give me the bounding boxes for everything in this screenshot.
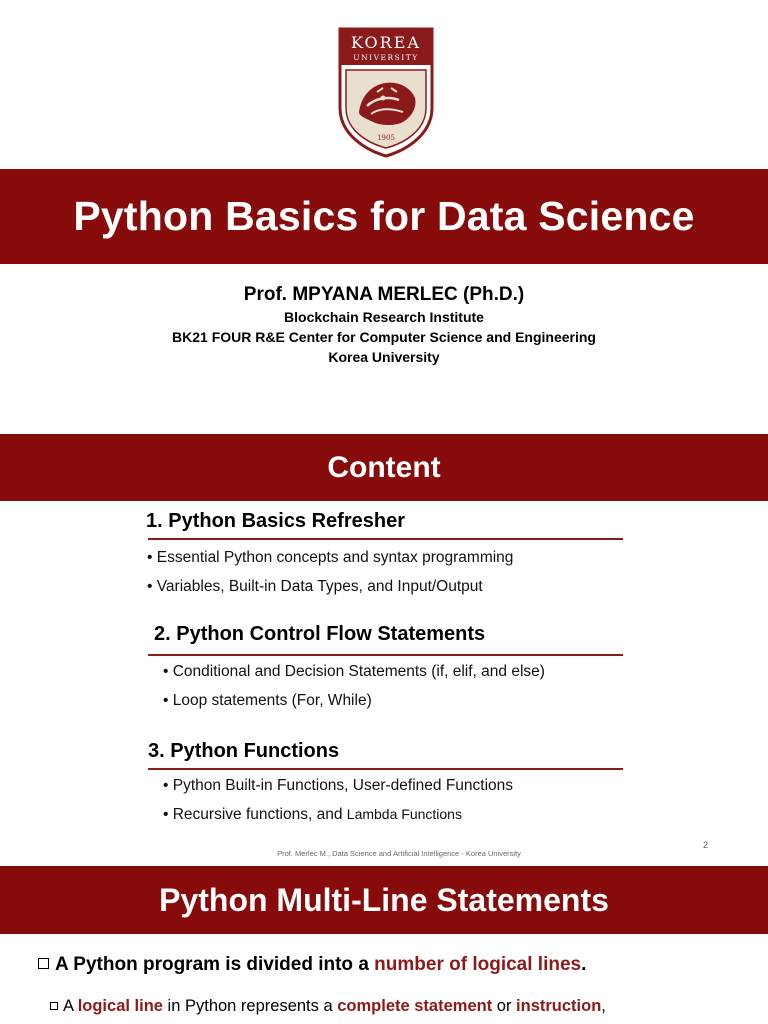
- list-item: • Variables, Built-in Data Types, and Input/Output: [147, 578, 483, 595]
- multiline-slide: [0, 866, 768, 1024]
- author-affiliation-3: Korea University: [328, 349, 440, 365]
- title-banner: [0, 169, 768, 264]
- slide-title: Python Basics for Data Science: [73, 193, 695, 239]
- content-slide: [0, 434, 768, 864]
- section-title-2: 2. Python Control Flow Statements: [154, 623, 486, 645]
- multiline-heading: Python Multi-Line Statements: [159, 881, 609, 918]
- multiline-banner: [0, 866, 768, 934]
- statement-line-2: A logical line in Python represents a complete statement or instruction,: [50, 997, 606, 1016]
- content-banner: [0, 434, 768, 501]
- author-name: Prof. MPYANA MERLEC (Ph.D.): [243, 284, 525, 305]
- list-item: • Recursive functions, and Lambda Functions: [163, 806, 462, 823]
- statement-line-1: A Python program is divided into a number of logical lines.: [38, 954, 586, 976]
- section-divider-1: [148, 538, 623, 540]
- checkbox-bullet-icon: [38, 958, 49, 969]
- section-divider-2: [148, 654, 623, 656]
- slide-footer: Prof. Merlec M., Data Science and Artificial Intelligence - Korea University: [277, 849, 521, 858]
- list-item: • Python Built-in Functions, User-defined Functions: [163, 777, 514, 794]
- title-slide: [0, 0, 768, 400]
- section-title-3: 3. Python Functions: [148, 740, 340, 762]
- square-bullet-icon: [50, 1002, 58, 1010]
- page-number: 2: [703, 840, 709, 850]
- list-item: • Loop statements (For, While): [163, 692, 372, 709]
- section-divider-3: [148, 768, 623, 770]
- list-item: • Essential Python concepts and syntax programming: [147, 549, 514, 566]
- korea-university-logo: [337, 26, 435, 158]
- author-affiliation-2: BK21 FOUR R&E Center for Computer Science and Engineering: [172, 329, 596, 345]
- author-affiliation-1: Blockchain Research Institute: [284, 309, 484, 325]
- logo-top-text: KOREA: [351, 33, 421, 52]
- logo-year: 1905: [377, 134, 395, 142]
- section-title-1: 1. Python Basics Refresher: [146, 510, 405, 532]
- content-heading: Content: [327, 450, 441, 484]
- logo-sub-text: UNIVERSITY: [353, 53, 419, 62]
- list-item: • Conditional and Decision Statements (if, elif, and else): [163, 663, 545, 680]
